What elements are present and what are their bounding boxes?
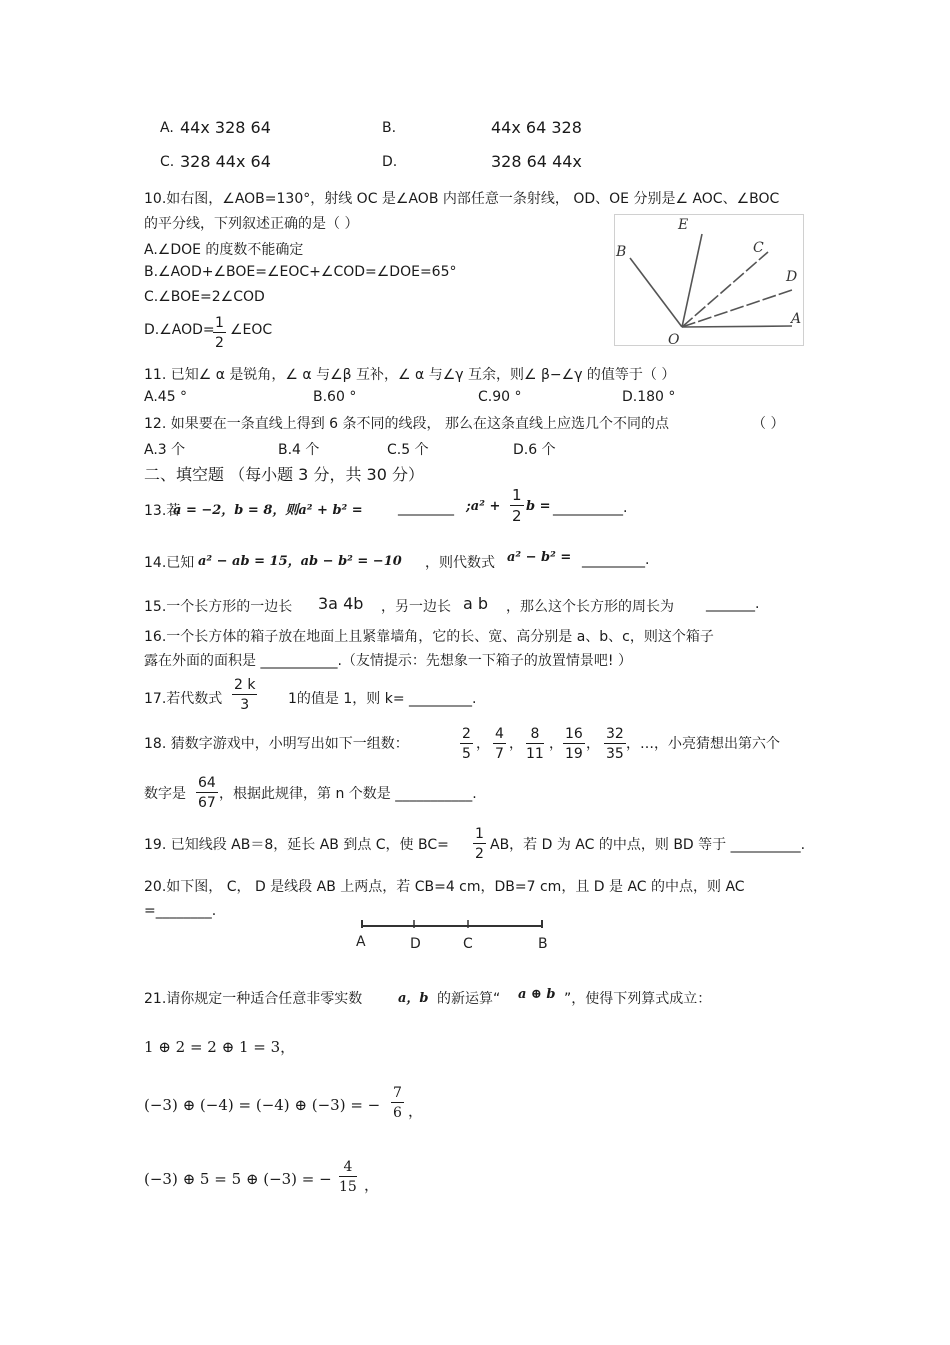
fraction-numerator: 64: [198, 775, 216, 791]
q18-fraction-2: [493, 727, 506, 761]
q12-option-a: A.3 个: [144, 442, 186, 458]
q21-equation-2-fraction: [391, 1086, 404, 1120]
section-heading-fill-in: 二、填空题 （每小题 3 分，共 30 分）: [144, 465, 424, 484]
q17-post: 1的值是 1，则 k= _________.: [288, 691, 477, 707]
angle-figure: [614, 214, 804, 346]
q10-option-d-fraction: [213, 316, 226, 350]
q14-blank: _________.: [582, 552, 650, 568]
q10-option-a: A.∠DOE 的度数不能确定: [144, 242, 304, 258]
q12-option-c: C.5 个: [387, 442, 429, 458]
q19-fraction: [473, 827, 486, 861]
point-label-c: C: [463, 936, 473, 952]
q21-equation-1: 1 ⊕ 2 = 2 ⊕ 1 = 3，: [144, 1038, 296, 1056]
separator-comma: ，: [476, 736, 490, 752]
q21-equation-3: (−3) ⊕ 5 = 5 ⊕ (−3) = −: [144, 1170, 332, 1188]
q11-option-a: A.45 °: [144, 389, 188, 405]
q15-post: ，那么这个长方形的周长为: [506, 599, 674, 615]
label-b: B: [616, 244, 627, 260]
fraction-numerator: 32: [606, 726, 624, 742]
fraction-denominator: 5: [462, 746, 471, 762]
q13-fraction: [510, 488, 524, 524]
ray-oa: [682, 326, 792, 327]
q21-stem: 21.请你规定一种适合任意非零实数: [144, 991, 363, 1007]
fraction-numerator: 7: [393, 1085, 402, 1101]
q9-option-c-expr: 328 44x 64: [180, 152, 271, 171]
q21-operator: a ⊕ b: [518, 987, 556, 1002]
q17-prefix: 17.若代数式: [144, 691, 223, 707]
q9-option-b-label: B.: [382, 120, 397, 136]
fraction-denominator: 3: [240, 697, 250, 713]
q15-prefix: 15.一个长方形的一边长: [144, 599, 293, 615]
fraction-denominator: 7: [495, 746, 504, 762]
q9-option-a-expr: 44x 328 64: [180, 118, 271, 137]
fraction-numerator: 4: [495, 726, 504, 742]
separator-comma: ，: [509, 736, 523, 752]
q16-line1: 16.一个长方体的箱子放在地面上且紧靠墙角，它的长、宽、高分别是 a、b、c，则这个箱子: [144, 629, 714, 645]
separator-comma: ，: [549, 736, 563, 752]
fraction-numerator: 8: [526, 727, 544, 744]
q13-mid: ;a² +: [466, 499, 501, 514]
fraction-numerator: 1: [215, 315, 224, 331]
fraction-numerator: 1: [475, 826, 484, 842]
q11-stem: 11. 已知∠ α 是锐角，∠ α 与∠β 互补，∠ α 与∠γ 互余，则∠ β−∠γ 的值等于（ ）: [144, 367, 676, 383]
q17-fraction: [232, 678, 257, 712]
q14-target: a² − b² =: [507, 550, 572, 565]
q12-answer-paren: （ ）: [752, 416, 785, 432]
fraction-denominator: 35: [606, 746, 624, 762]
q14-given: a² − ab = 15，ab − b² = −10: [198, 554, 402, 569]
fraction-denominator: 6: [393, 1105, 402, 1121]
q19-prefix: 19. 已知线段 AB＝8，延长 AB 到点 C，使 BC=: [144, 837, 449, 853]
fraction-numerator: 1: [512, 486, 522, 504]
q21-equation-3-comma: ，: [364, 1176, 380, 1194]
q20-line2: =________.: [144, 903, 217, 919]
q18-tail: ，…，小亮猜想出第六个: [626, 736, 780, 752]
point-label-b: B: [538, 936, 548, 952]
fraction-numerator: 16: [565, 726, 583, 742]
fraction-denominator: 67: [198, 795, 216, 811]
q20-line1: 20.如下图， C， D 是线段 AB 上两点，若 CB=4 cm，DB=7 cm，且 D 是 AC 的中点，则 AC: [144, 879, 745, 895]
q10-stem-line1: 10.如右图，∠AOB=130°，射线 OC 是∠AOB 内部任意一条射线， OD、OE 分别是∠ AOC、∠BOC: [144, 191, 780, 207]
q18-line2-prefix: 数字是: [144, 786, 186, 802]
q9-option-c-label: C.: [160, 154, 175, 170]
q18-fraction-5: [604, 727, 626, 761]
q19-suffix: AB，若 D 为 AC 的中点，则 BD 等于 __________.: [490, 837, 806, 853]
q15-side-1: 3a 4b: [318, 594, 364, 613]
q15-mid: ，另一边长: [381, 599, 451, 615]
label-a: A: [791, 311, 802, 327]
ray-ob: [630, 258, 682, 327]
q14-prefix: 14.已知: [144, 555, 195, 571]
fraction-denominator: 2: [512, 507, 522, 525]
fraction-numerator: 4: [339, 1160, 357, 1177]
q12-option-b: B.4 个: [278, 442, 320, 458]
q13-post: b =: [526, 499, 551, 514]
q12-stem: 12. 如果要在一条直线上得到 6 条不同的线段， 那么在这条直线上应选几个不同的点: [144, 416, 669, 432]
point-label-a: A: [356, 934, 366, 950]
q18-fraction-3: [526, 727, 544, 761]
q13-prefix: 13.若: [144, 503, 181, 519]
label-o: O: [668, 332, 680, 346]
segment-figure: [350, 916, 560, 956]
q18-line2-suffix: ，根据此规律，第 n 个数是 ___________.: [219, 786, 477, 802]
point-label-d: D: [410, 936, 421, 952]
q14-mid: ，则代数式: [425, 555, 495, 571]
q21-stem-2: 的新运算“: [437, 991, 501, 1007]
q21-equation-2-comma: ，: [408, 1102, 424, 1120]
q11-option-d: D.180 °: [622, 389, 676, 405]
q13-blank-1: ________: [398, 500, 454, 516]
q9-option-d-label: D.: [382, 154, 398, 170]
q15-blank: _______.: [706, 596, 760, 612]
label-d: D: [786, 269, 798, 285]
q11-option-c: C.90 °: [478, 389, 522, 405]
separator-comma: ，: [586, 736, 600, 752]
q18-prefix: 18. 猜数字游戏中，小明写出如下一组数：: [144, 736, 409, 752]
fraction-denominator: 2: [475, 846, 484, 862]
q11-option-b: B.60 °: [313, 389, 357, 405]
q10-option-c: C.∠BOE=2∠COD: [144, 289, 265, 305]
fraction-denominator: 19: [565, 746, 583, 762]
q21-equation-2: (−3) ⊕ (−4) = (−4) ⊕ (−3) = −: [144, 1096, 381, 1114]
q18-sixth-fraction: [196, 776, 218, 810]
q13-blank-2: __________.: [553, 500, 628, 516]
fraction-denominator: 2: [215, 335, 224, 351]
label-c: C: [753, 240, 764, 256]
label-e: E: [678, 217, 689, 233]
fraction-numerator: 2 k: [234, 677, 256, 693]
q9-option-d-expr: 328 64 44x: [491, 152, 582, 171]
q13-condition: a = −2，b = 8，则a² + b² =: [173, 503, 363, 518]
q18-fraction-4: [563, 727, 585, 761]
q10-stem-line2: 的平分线，下列叙述正确的是（ ）: [144, 216, 359, 232]
q10-option-b: B.∠AOD+∠BOE=∠EOC+∠COD=∠DOE=65°: [144, 264, 457, 280]
q10-option-d-suffix: ∠EOC: [230, 322, 273, 338]
q21-equation-3-fraction: [339, 1160, 357, 1194]
fraction-numerator: 2: [462, 726, 471, 742]
fraction-denominator: 11: [526, 746, 544, 762]
q12-option-d: D.6 个: [513, 442, 556, 458]
q16-line2: 露在外面的面积是 ___________.（友情提示：先想象一下箱子的放置情景吧! ）: [144, 653, 632, 669]
q15-side-2: a b: [463, 594, 489, 613]
q21-variables: a，b: [398, 991, 429, 1006]
q21-stem-3: ”，使得下列算式成立：: [564, 991, 712, 1007]
q9-option-a-label: A.: [160, 120, 174, 136]
q10-option-d-prefix: D.∠AOD=: [144, 322, 215, 338]
fraction-denominator: 15: [339, 1179, 357, 1195]
q9-option-b-expr: 44x 64 328: [491, 118, 582, 137]
ray-od: [682, 290, 792, 327]
q18-fraction-1: [460, 727, 473, 761]
